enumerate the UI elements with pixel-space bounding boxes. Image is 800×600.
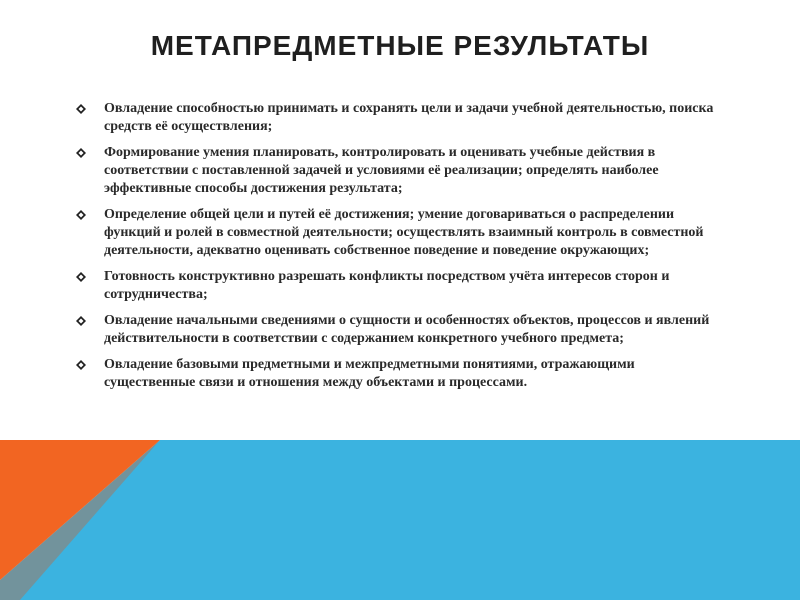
orange-shape	[0, 440, 160, 580]
list-item-text: Формирование умения планировать, контролировать и оценивать учебные действия в соответствии с поставленной задачей и условиями её реализации; определять наиболее эффективные способы достижения результата;	[104, 145, 659, 196]
bullet-list	[76, 100, 726, 400]
diamond-bullet-icon	[76, 104, 86, 114]
list-item	[76, 144, 726, 198]
list-item	[76, 312, 726, 348]
list-item-text: Овладение начальными сведениями о сущности и особенностях объектов, процессов и явлений действительности в соответствии с содержанием конкретного учебного предмета;	[104, 313, 710, 346]
diamond-bullet-icon	[76, 148, 86, 158]
diamond-bullet-icon	[76, 316, 86, 326]
list-item	[76, 100, 726, 136]
slide-title: МЕТАПРЕДМЕТНЫЕ РЕЗУЛЬТАТЫ	[150, 30, 650, 61]
orange-shadow-shape	[0, 440, 160, 600]
list-item-text: Готовность конструктивно разрешать конфликты посредством учёта интересов сторон и сотрудничества;	[104, 269, 670, 302]
list-item	[76, 268, 726, 304]
diamond-bullet-icon	[76, 210, 86, 220]
diamond-bullet-icon	[76, 360, 86, 370]
list-item-text: Определение общей цели и путей её достижения; умение договариваться о распределении функций и ролей в совместной деятельности; осуществлять взаимный контроль в совместной деятельности, адекватно оценивать собственное поведение и поведение окружающих;	[104, 207, 704, 258]
diamond-bullet-icon	[76, 272, 86, 282]
list-item-text: Овладение способностью принимать и сохранять цели и задачи учебной деятельностью, поиска средств её осуществления;	[104, 101, 714, 134]
list-item-text: Овладение базовыми предметными и межпредметными понятиями, отражающими существенные связи и отношения между объектами и процессами.	[104, 357, 635, 390]
list-item	[76, 356, 726, 392]
blue-shape	[0, 440, 800, 600]
list-item	[76, 206, 726, 260]
